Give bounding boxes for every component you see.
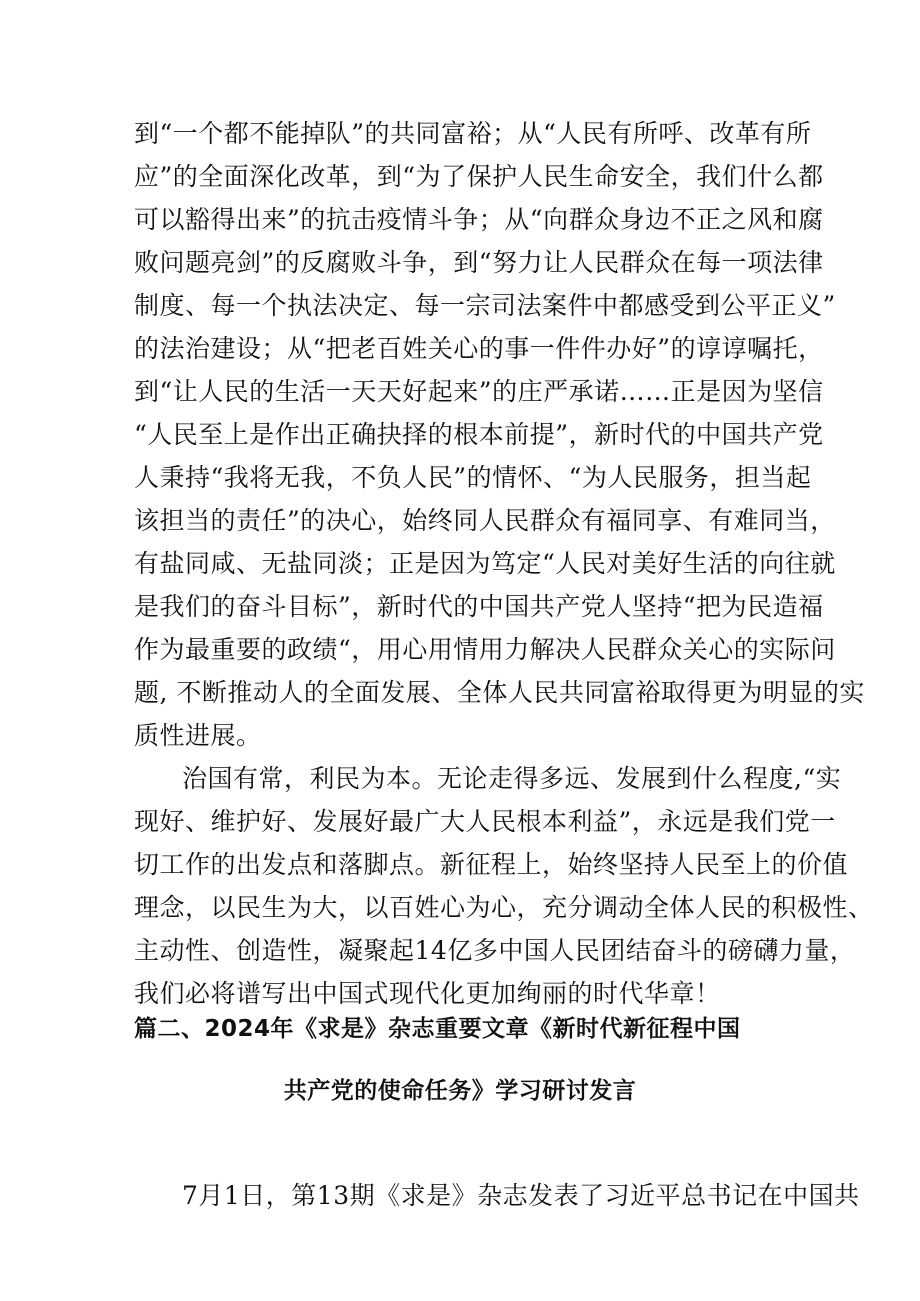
text-line: 现好、维护好、发展好最广大人民根本利益”，永远是我们党一 [134, 807, 836, 836]
text-line: 主动性、创造性，凝聚起14亿多中国人民团结奋斗的磅礴力量， [134, 936, 856, 965]
text-line: 我们必将谱写出中国式现代化更加绚丽的时代华章！ [134, 979, 721, 1008]
text-line: 的法治建设；从“把老百姓关心的事一件件办好”的谆谆嘱托， [134, 334, 824, 363]
text-line: 该担当的责任”的决心，始终同人民群众有福同享、有难同当， [134, 506, 836, 535]
text-line: 到“一个都不能掉队”的共同富裕；从“人民有所呼、改革有所 [134, 119, 812, 148]
paragraph-3-line: 7月1日，第13期《求是》杂志发表了习近平总书记在中国共 [182, 1181, 860, 1210]
text-line: 可以豁得出来”的抗击疫情斗争；从“向群众身边不正之风和腐 [134, 205, 824, 234]
text-line: 制度、每一个执法决定、每一宗司法案件中都感受到公平正义” [134, 291, 836, 320]
text-line: 治国有常，利民为本。无论走得多远、发展到什么程度,“实 [182, 764, 842, 793]
text-line: 败问题亮剑”的反腐败斗争，到“努力让人民群众在每一项法律 [134, 248, 824, 277]
text-line: “人民至上是作出正确抉择的根本前提”，新时代的中国共产党 [134, 420, 824, 449]
text-line: 应”的全面深化改革，到“为了保护人民生命安全，我们什么都 [134, 162, 824, 191]
text-line: 到“让人民的生活一天天好起来”的庄严承诺……正是因为坚信 [134, 377, 824, 406]
section-heading-line-2: 共产党的使命任务》学习研讨发言 [283, 1078, 637, 1104]
text-line: 是我们的奋斗目标”，新时代的中国共产党人坚持“把为民造福 [134, 592, 824, 621]
text-line: 题, 不断推动人的全面发展、全体人民共同富裕取得更为明显的实 [134, 678, 865, 707]
text-line: 理念，以民生为大，以百姓心为心，充分调动全体人民的积极性、 [134, 893, 874, 922]
text-line: 质性进展。 [134, 721, 262, 750]
text-line: 人秉持“我将无我，不负人民”的情怀、“为人民服务，担当起 [134, 463, 812, 492]
text-line: 有盐同咸、无盐同淡；正是因为笃定“人民对美好生活的向往就 [134, 549, 836, 578]
section-heading-line-1: 篇二、2024年《求是》杂志重要文章《新时代新征程中国 [134, 1016, 741, 1042]
text-line: 切工作的出发点和落脚点。新征程上，始终坚持人民至上的价值 [134, 850, 849, 879]
text-line: 作为最重要的政绩“，用心用情用力解决人民群众关心的实际问 [134, 635, 836, 664]
